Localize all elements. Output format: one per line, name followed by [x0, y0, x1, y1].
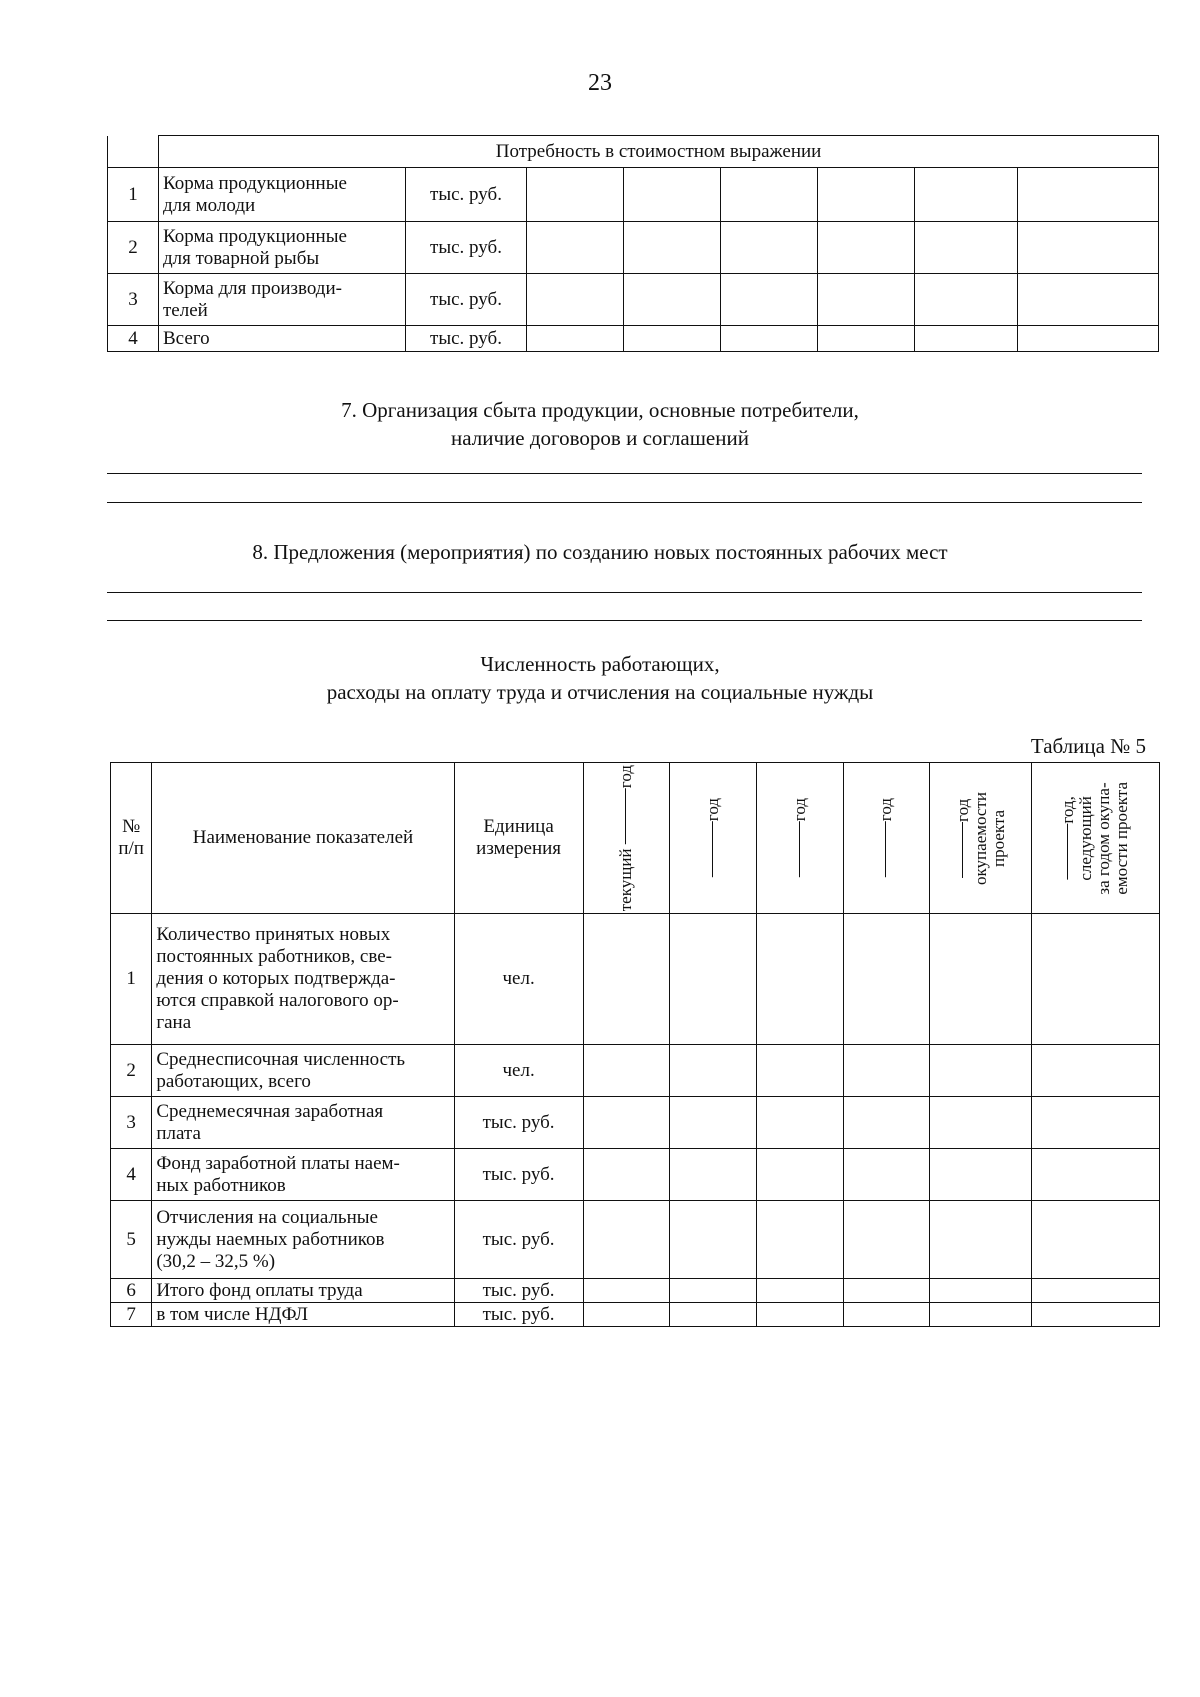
table-row	[111, 1303, 1160, 1327]
feed-cost-table	[107, 135, 1159, 352]
row-unit: тыс. руб.	[406, 222, 527, 274]
row-name: Фонд заработной платы наем- ных работников	[152, 1149, 454, 1201]
table-header-row	[111, 763, 1160, 914]
header-year: год	[670, 763, 757, 914]
row-name: Итого фонд оплаты труда	[152, 1279, 454, 1303]
table-row	[108, 222, 1159, 274]
row-unit: тыс. руб.	[406, 274, 527, 326]
row-name: Среднесписочная численность работающих, всего	[152, 1045, 454, 1097]
row-number: 1	[111, 914, 152, 1045]
page-number: 23	[588, 70, 612, 96]
table-row	[111, 1097, 1160, 1149]
row-number: 5	[111, 1201, 152, 1279]
row-number: 3	[111, 1097, 152, 1149]
row-name: Корма продукционные для товарной рыбы	[159, 222, 406, 274]
fill-line	[107, 502, 1142, 503]
header-next-year: год, следующий за годом окупа- емости проекта	[1031, 763, 1159, 914]
row-number: 2	[111, 1045, 152, 1097]
row-number: 1	[108, 168, 159, 222]
row-number: 6	[111, 1279, 152, 1303]
row-name: Среднемесячная заработная плата	[152, 1097, 454, 1149]
workforce-table	[110, 762, 1160, 1327]
row-number: 3	[108, 274, 159, 326]
table-row	[108, 326, 1159, 352]
fill-line	[107, 620, 1142, 621]
header-year: год	[843, 763, 930, 914]
table-row	[111, 914, 1160, 1045]
row-name: Всего	[159, 326, 406, 352]
table-row	[108, 274, 1159, 326]
table-row	[111, 1045, 1160, 1097]
row-name: Корма продукционные для молоди	[159, 168, 406, 222]
header-current-year: текущий год	[583, 763, 670, 914]
table-row	[111, 1279, 1160, 1303]
header-year: год	[756, 763, 843, 914]
header-unit: Единица измерения	[454, 763, 583, 914]
row-unit: тыс. руб.	[454, 1149, 583, 1201]
row-unit: тыс. руб.	[454, 1201, 583, 1279]
header-name: Наименование показателей	[152, 763, 454, 914]
row-unit: чел.	[454, 914, 583, 1045]
table-5-label: Таблица № 5	[1030, 734, 1146, 758]
section-7-heading: 7. Организация сбыта продукции, основные потребители, наличие договоров и соглашений	[341, 398, 859, 450]
row-name: Корма для производи- телей	[159, 274, 406, 326]
row-unit: тыс. руб.	[454, 1279, 583, 1303]
table-subheader: Потребность в стоимостном выражении	[159, 136, 1159, 168]
table-corner-cell	[108, 136, 159, 168]
row-number: 4	[111, 1149, 152, 1201]
fill-line	[107, 473, 1142, 474]
row-unit: тыс. руб.	[406, 326, 527, 352]
table-row	[111, 1149, 1160, 1201]
row-unit: тыс. руб.	[454, 1303, 583, 1327]
row-unit: тыс. руб.	[406, 168, 527, 222]
row-name: Отчисления на социальные нужды наемных работников (30,2 – 32,5 %)	[152, 1201, 454, 1279]
header-payback-year: год окупаемости проекта	[930, 763, 1032, 914]
row-number: 2	[108, 222, 159, 274]
row-unit: чел.	[454, 1045, 583, 1097]
table-row	[111, 1201, 1160, 1279]
table-row	[108, 168, 1159, 222]
row-name: Количество принятых новых постоянных работников, све- дения о которых подтвержда- ются справкой налогового ор- гана	[152, 914, 454, 1045]
fill-line	[107, 592, 1142, 593]
row-unit: тыс. руб.	[454, 1097, 583, 1149]
header-num: № п/п	[111, 763, 152, 914]
row-number: 7	[111, 1303, 152, 1327]
section-8-heading: 8. Предложения (мероприятия) по созданию новых постоянных рабочих мест	[252, 540, 948, 564]
row-number: 4	[108, 326, 159, 352]
table-subheader-row	[108, 136, 1159, 168]
table-5-title: Численность работающих, расходы на оплату труда и отчисления на социальные нужды	[326, 652, 874, 704]
row-name: в том числе НДФЛ	[152, 1303, 454, 1327]
